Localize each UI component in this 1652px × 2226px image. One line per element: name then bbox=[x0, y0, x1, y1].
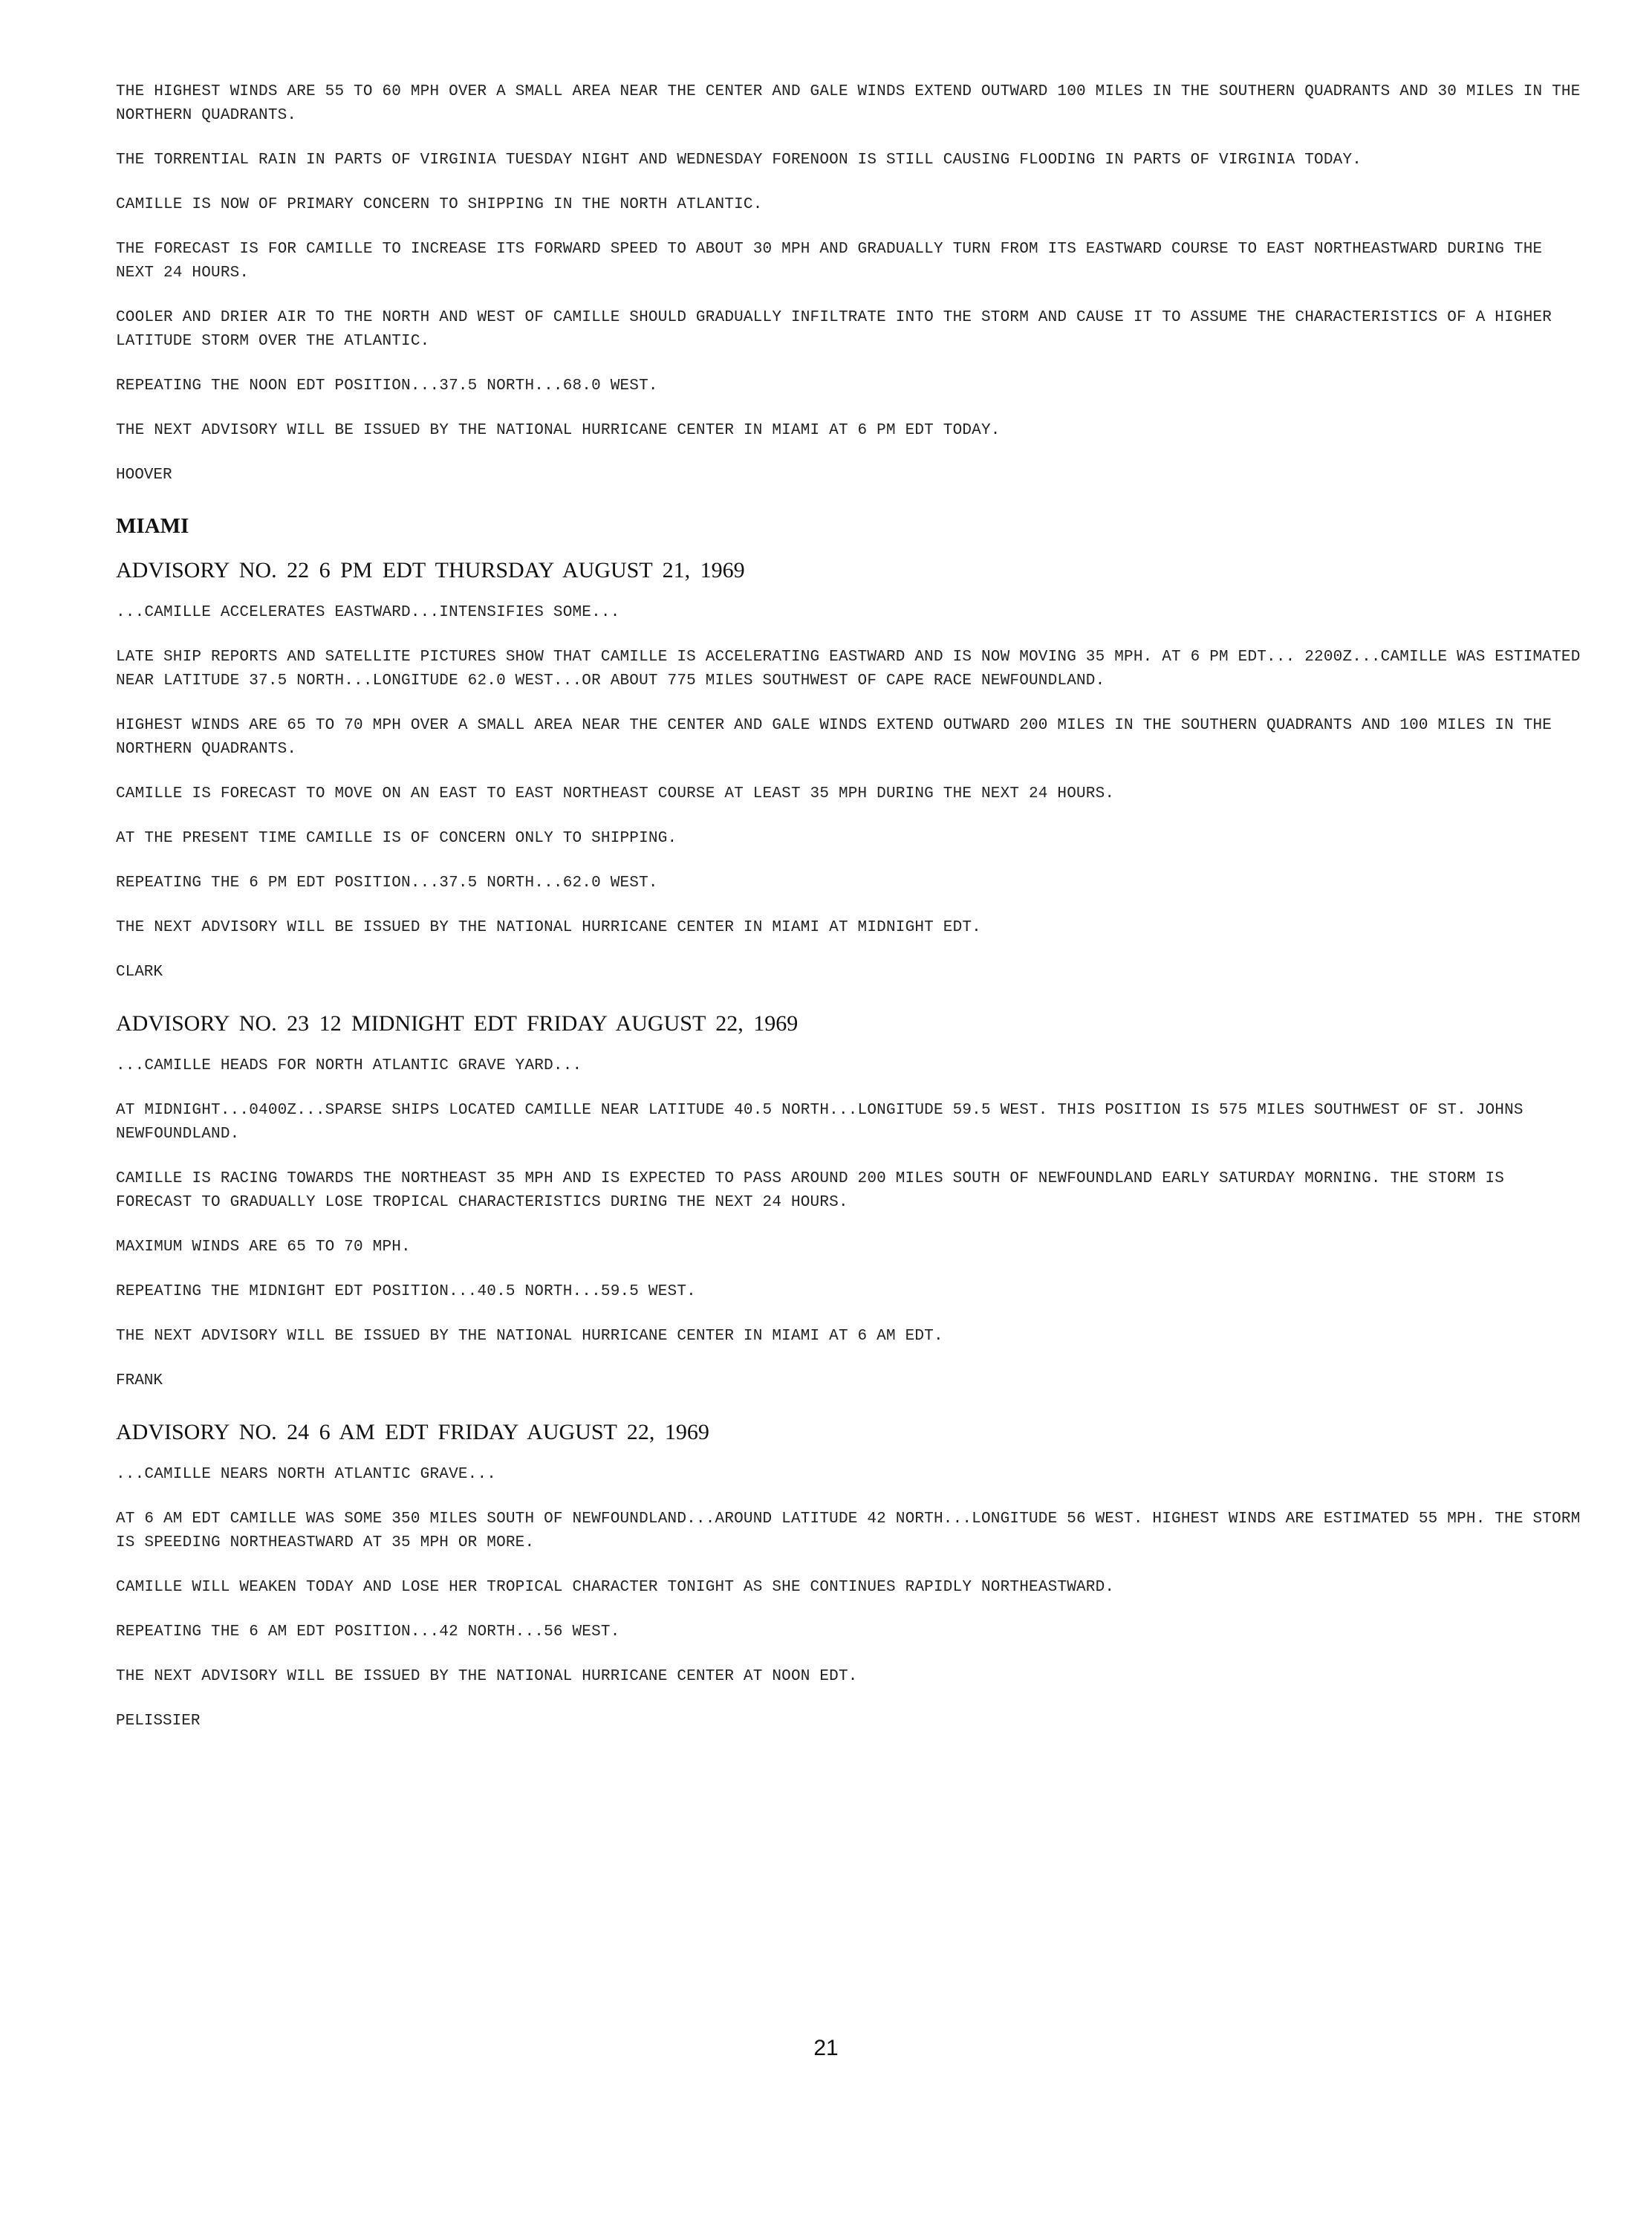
office-heading: MIAMI bbox=[116, 514, 189, 538]
advisory-paragraph: COOLER AND DRIER AIR TO THE NORTH AND WEST OF CAMILLE SHOULD GRADUALLY INFILTRATE INTO THE STORM AND CAUSE IT TO ASSUME THE CHARACTERISTICS OF A HIGHER LATITUDE STORM OVER THE ATLANTIC. bbox=[116, 309, 1552, 350]
advisory-paragraph: THE FORECAST IS FOR CAMILLE TO INCREASE ITS FORWARD SPEED TO ABOUT 30 MPH AND GRADUALLY TURN FROM ITS EASTWARD COURSE TO EAST NORTHEASTWARD DURING THE NEXT 24 HOURS. bbox=[116, 241, 1543, 282]
advisory-paragraph: CAMILLE WILL WEAKEN TODAY AND LOSE HER TROPICAL CHARACTER TONIGHT AS SHE CONTINUES RAPIDLY NORTHEASTWARD. bbox=[116, 1579, 1115, 1596]
advisory-paragraph: ...CAMILLE ACCELERATES EASTWARD...INTENSIFIES SOME... bbox=[116, 604, 620, 621]
advisory-paragraph: THE NEXT ADVISORY WILL BE ISSUED BY THE NATIONAL HURRICANE CENTER IN MIAMI AT 6 PM EDT TODAY. bbox=[116, 422, 1001, 439]
advisory-24 bbox=[116, 1420, 1587, 1733]
forecaster-signature: CLARK bbox=[116, 964, 163, 981]
forecaster-signature: FRANK bbox=[116, 1372, 163, 1389]
page-content bbox=[116, 80, 1587, 1760]
advisory-paragraph: REPEATING THE 6 AM EDT POSITION...42 NORTH...56 WEST. bbox=[116, 1623, 620, 1641]
advisory-23 bbox=[116, 1011, 1587, 1393]
advisory-paragraph: THE TORRENTIAL RAIN IN PARTS OF VIRGINIA TUESDAY NIGHT AND WEDNESDAY FORENOON IS STILL CAUSING FLOODING IN PARTS OF VIRGINIA TODAY. bbox=[116, 152, 1362, 169]
advisory-paragraph: REPEATING THE MIDNIGHT EDT POSITION...40.5 NORTH...59.5 WEST. bbox=[116, 1283, 696, 1300]
advisory-paragraph: CAMILLE IS RACING TOWARDS THE NORTHEAST 35 MPH AND IS EXPECTED TO PASS AROUND 200 MILES SOUTH OF NEWFOUNDLAND EARLY SATURDAY MORNING. THE STORM IS FORECAST TO GRADUALLY LOSE TROPICAL CHARACTERISTICS DURING THE NEXT 24 HOURS. bbox=[116, 1170, 1505, 1211]
advisory-paragraph: THE NEXT ADVISORY WILL BE ISSUED BY THE NATIONAL HURRICANE CENTER IN MIAMI AT MIDNIGHT EDT. bbox=[116, 919, 981, 936]
advisory-paragraph: ...CAMILLE HEADS FOR NORTH ATLANTIC GRAVE YARD... bbox=[116, 1057, 582, 1074]
advisory-paragraph: ...CAMILLE NEARS NORTH ATLANTIC GRAVE... bbox=[116, 1466, 497, 1483]
advisory-paragraph: AT 6 AM EDT CAMILLE WAS SOME 350 MILES SOUTH OF NEWFOUNDLAND...AROUND LATITUDE 42 NORTH...LONGITUDE 56 WEST. HIGHEST WINDS ARE ESTIMATED 55 MPH. THE STORM IS SPEEDING NORTHEASTWARD AT 35 MPH OR MORE. bbox=[116, 1510, 1581, 1551]
advisory-paragraph: REPEATING THE NOON EDT POSITION...37.5 NORTH...68.0 WEST. bbox=[116, 377, 658, 395]
advisory-paragraph: CAMILLE IS FORECAST TO MOVE ON AN EAST TO EAST NORTHEAST COURSE AT LEAST 35 MPH DURING THE NEXT 24 HOURS. bbox=[116, 785, 1115, 802]
continued-advisory bbox=[116, 80, 1587, 487]
advisory-paragraph: AT THE PRESENT TIME CAMILLE IS OF CONCERN ONLY TO SHIPPING. bbox=[116, 830, 677, 847]
advisory-heading: ADVISORY NO. 24 6 AM EDT FRIDAY AUGUST 22, 1969 bbox=[116, 1420, 709, 1444]
advisory-paragraph: LATE SHIP REPORTS AND SATELLITE PICTURES SHOW THAT CAMILLE IS ACCELERATING EASTWARD AND IS NOW MOVING 35 MPH. AT 6 PM EDT... 2200Z...CAMILLE WAS ESTIMATED NEAR LATITUDE 37.5 NORTH...LONGITUDE 62.0 WEST...OR ABOUT 775 MILES SOUTHWEST OF CAPE RACE NEWFOUNDLAND. bbox=[116, 649, 1581, 689]
advisory-paragraph: REPEATING THE 6 PM EDT POSITION...37.5 NORTH...62.0 WEST. bbox=[116, 874, 658, 892]
advisory-paragraph: CAMILLE IS NOW OF PRIMARY CONCERN TO SHIPPING IN THE NORTH ATLANTIC. bbox=[116, 196, 763, 213]
advisory-paragraph: THE NEXT ADVISORY WILL BE ISSUED BY THE NATIONAL HURRICANE CENTER AT NOON EDT. bbox=[116, 1668, 858, 1685]
advisory-heading: ADVISORY NO. 22 6 PM EDT THURSDAY AUGUST 21, 1969 bbox=[116, 558, 745, 583]
advisory-paragraph: AT MIDNIGHT...0400Z...SPARSE SHIPS LOCATED CAMILLE NEAR LATITUDE 40.5 NORTH...LONGITUDE 59.5 WEST. THIS POSITION IS 575 MILES SOUTHWEST OF ST. JOHNS NEWFOUNDLAND. bbox=[116, 1102, 1523, 1143]
advisory-paragraph: THE NEXT ADVISORY WILL BE ISSUED BY THE NATIONAL HURRICANE CENTER IN MIAMI AT 6 AM EDT. bbox=[116, 1328, 943, 1345]
advisory-heading: ADVISORY NO. 23 12 MIDNIGHT EDT FRIDAY AUGUST 22, 1969 bbox=[116, 1011, 799, 1036]
advisory-paragraph: THE HIGHEST WINDS ARE 55 TO 60 MPH OVER A SMALL AREA NEAR THE CENTER AND GALE WINDS EXTEND OUTWARD 100 MILES IN THE SOUTHERN QUADRANTS AND 30 MILES IN THE NORTHERN QUADRANTS. bbox=[116, 83, 1581, 124]
advisory-paragraph: MAXIMUM WINDS ARE 65 TO 70 MPH. bbox=[116, 1239, 411, 1256]
advisory-paragraph: HIGHEST WINDS ARE 65 TO 70 MPH OVER A SMALL AREA NEAR THE CENTER AND GALE WINDS EXTEND OUTWARD 200 MILES IN THE SOUTHERN QUADRANTS AND 100 MILES IN THE NORTHERN QUADRANTS. bbox=[116, 717, 1552, 758]
forecaster-signature: PELISSIER bbox=[116, 1713, 201, 1730]
forecaster-signature: HOOVER bbox=[116, 467, 172, 484]
advisory-22 bbox=[116, 558, 1587, 984]
page-number: 21 bbox=[813, 2036, 839, 2060]
